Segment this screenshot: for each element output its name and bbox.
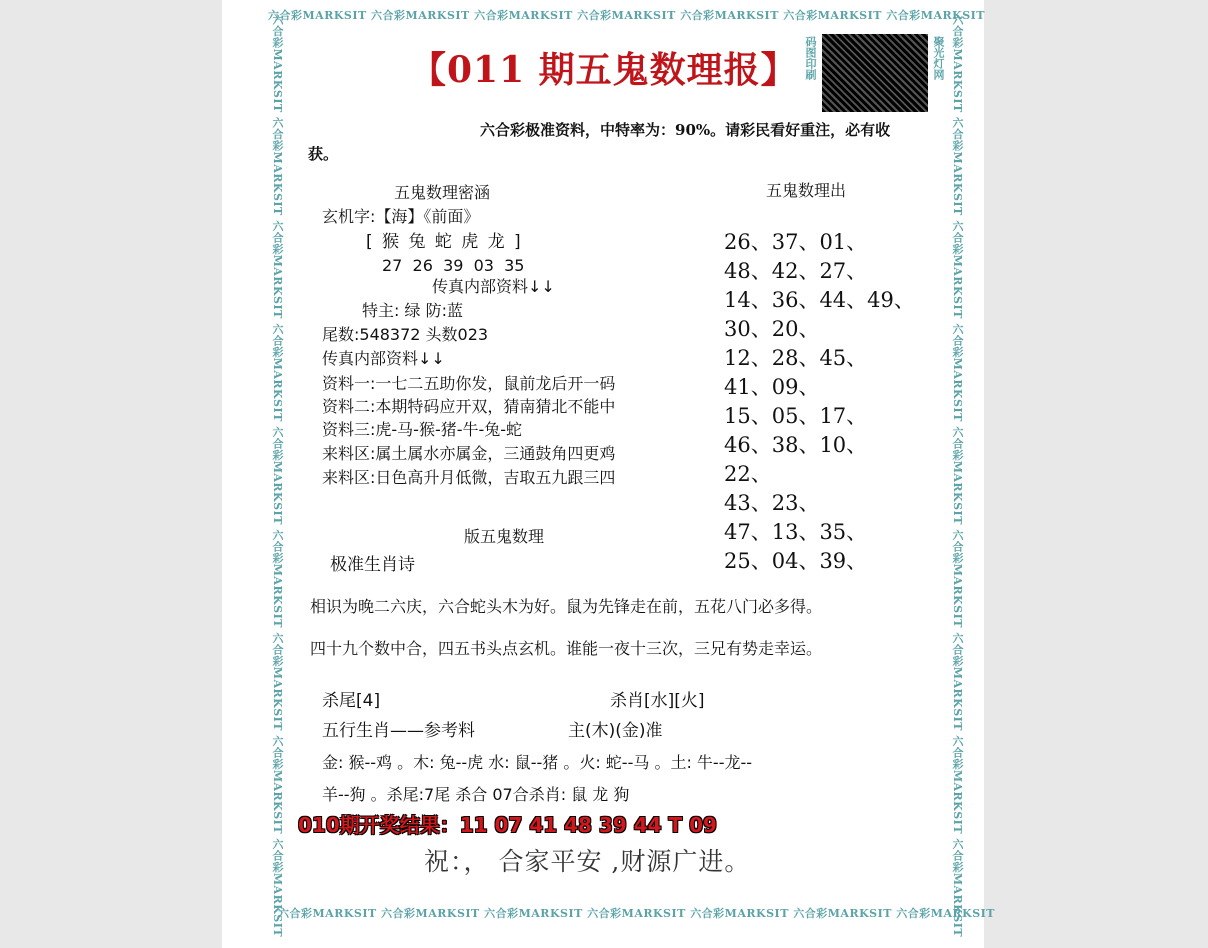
left-section-heading: 五鬼数理密涵: [394, 183, 491, 202]
watermark-text: 六合彩MARKSIT: [268, 9, 367, 22]
watermark-text: 六合彩MARKSIT: [793, 907, 892, 920]
kill-tail: 杀尾[4]: [322, 691, 381, 711]
fax-line-1: 传真内部资料↓↓: [432, 277, 555, 296]
watermark-text: 六合彩MARKSIT: [783, 9, 882, 22]
watermark-text: 六合彩MARKSIT: [371, 9, 470, 22]
qr-code-image: [822, 34, 928, 112]
watermark-text: 六合彩MARKSIT: [951, 632, 964, 731]
number-row: 46、38、10、: [724, 433, 868, 457]
watermark-text: 六合彩MARKSIT: [271, 220, 284, 319]
watermark-text: 六合彩MARKSIT: [271, 735, 284, 835]
watermark-text: 六合彩MARKSIT: [896, 907, 995, 920]
info-line-3: 资料三:虎-马-猴-猪-牛-兔-蛇: [322, 420, 523, 439]
info-line-4: 来料区:属土属水亦属金，三通鼓角四更鸡: [322, 444, 616, 463]
qr-side-label-right: 聚光灯网: [932, 36, 945, 80]
wuxing-main: 主(木)(金)准: [568, 721, 663, 741]
number-row: 15、05、17、: [724, 404, 868, 428]
number-row: 26、37、01、: [724, 230, 868, 254]
poem-line-1: 相识为晚二六庆，六合蛇头木为好。鼠为先锋走在前，五花八门必多得。: [310, 597, 823, 616]
watermark-text: 六合彩MARKSIT: [271, 426, 284, 525]
weishu-line: 尾数:548372 头数023: [322, 325, 489, 344]
watermark-text: 六合彩MARKSIT: [951, 529, 964, 628]
page-title: 【011 期五鬼数理报】: [410, 49, 798, 91]
wuxing-label: 五行生肖——参考料: [322, 721, 475, 741]
watermark-text: 六合彩MARKSIT: [278, 907, 377, 920]
watermark-text: 六合彩MARKSIT: [680, 9, 779, 22]
zodiac-group: [ 猴 兔 蛇 虎 龙 ]: [366, 232, 523, 252]
qr-side-label-left: 码图印刷: [804, 36, 817, 80]
poem-heading: 极准生肖诗: [330, 555, 415, 575]
watermark-text: 六合彩MARKSIT: [271, 117, 284, 216]
watermark-border-right: [950, 14, 964, 938]
number-row: 41、09、: [724, 375, 820, 399]
poem-line-2: 四十九个数中合，四五书头点玄机。谁能一夜十三次，三兄有势走幸运。: [310, 639, 823, 658]
watermark-border-bottom: [278, 906, 995, 922]
version-heading: 版五鬼数理: [464, 527, 545, 546]
number-row: 43、23、: [724, 491, 820, 515]
watermark-text: 六合彩MARKSIT: [951, 323, 964, 422]
watermark-text: 六合彩MARKSIT: [271, 838, 284, 938]
watermark-text: 六合彩MARKSIT: [271, 323, 284, 422]
wuxing-line-2: 羊--狗 。杀尾:7尾 杀合 07合杀肖: 鼠 龙 狗: [322, 785, 630, 804]
number-row: 48、42、27、: [724, 259, 868, 283]
number-row: 25、04、39、: [724, 549, 868, 573]
watermark-text: 六合彩MARKSIT: [587, 907, 686, 920]
wuxing-line-1: 金: 猴--鸡 。木: 兔--虎 水: 鼠--猪 。火: 蛇--马 。土: 牛--龙--: [322, 753, 753, 772]
watermark-text: 六合彩MARKSIT: [271, 529, 284, 628]
number-row: 22、: [724, 462, 772, 486]
info-line-5: 来料区:日色高升月低微，吉取五九跟三四: [322, 468, 616, 487]
watermark-text: 六合彩MARKSIT: [577, 9, 676, 22]
watermark-text: 六合彩MARKSIT: [690, 907, 789, 920]
watermark-text: 六合彩MARKSIT: [484, 907, 583, 920]
watermark-text: 六合彩MARKSIT: [474, 9, 573, 22]
watermark-text: 六合彩MARKSIT: [271, 632, 284, 731]
tezhu-line: 特主: 绿 防:蓝: [362, 301, 463, 320]
right-section-heading: 五鬼数理出: [766, 181, 847, 200]
watermark-text: 六合彩MARKSIT: [951, 735, 964, 835]
intro-text-line-2: 获。: [308, 145, 339, 163]
fax-line-2: 传真内部资料↓↓: [322, 349, 445, 368]
number-row: 30、20、: [724, 317, 820, 341]
watermark-text: 六合彩MARKSIT: [951, 14, 964, 113]
xuanji-line: 玄机字:【海】《前面》: [322, 207, 480, 226]
watermark-text: 六合彩MARKSIT: [951, 838, 964, 938]
watermark-text: 六合彩MARKSIT: [951, 117, 964, 216]
number-row: 12、28、45、: [724, 346, 868, 370]
info-line-1: 资料一:一七二五助你发，鼠前龙后开一码: [322, 374, 616, 393]
intro-text-line-1: 六合彩极准资料，中特率为：90%。请彩民看好重注，必有收: [480, 121, 891, 139]
watermark-text: 六合彩MARKSIT: [951, 426, 964, 525]
draw-result: 010期开奖结果：11 07 41 48 39 44 T 09: [298, 813, 717, 837]
number-row: 14、36、44、49、: [724, 288, 915, 312]
watermark-text: 六合彩MARKSIT: [951, 220, 964, 319]
watermark-text: 六合彩MARKSIT: [271, 14, 284, 113]
info-line-2: 资料二:本期特码应开双，猜南猜北不能中: [322, 397, 616, 416]
watermark-text: 六合彩MARKSIT: [381, 907, 480, 920]
number-group: 27 26 39 03 35: [382, 256, 525, 275]
kill-zodiac: 杀肖[水][火]: [610, 691, 705, 711]
number-row: 47、13、35、: [724, 520, 868, 544]
watermark-border-top: [268, 8, 985, 24]
watermark-text: 六合彩MARKSIT: [886, 9, 985, 22]
blessing-text: 祝：， 合家平安 ,财源广进。: [424, 847, 751, 876]
watermark-border-left: [270, 14, 284, 938]
